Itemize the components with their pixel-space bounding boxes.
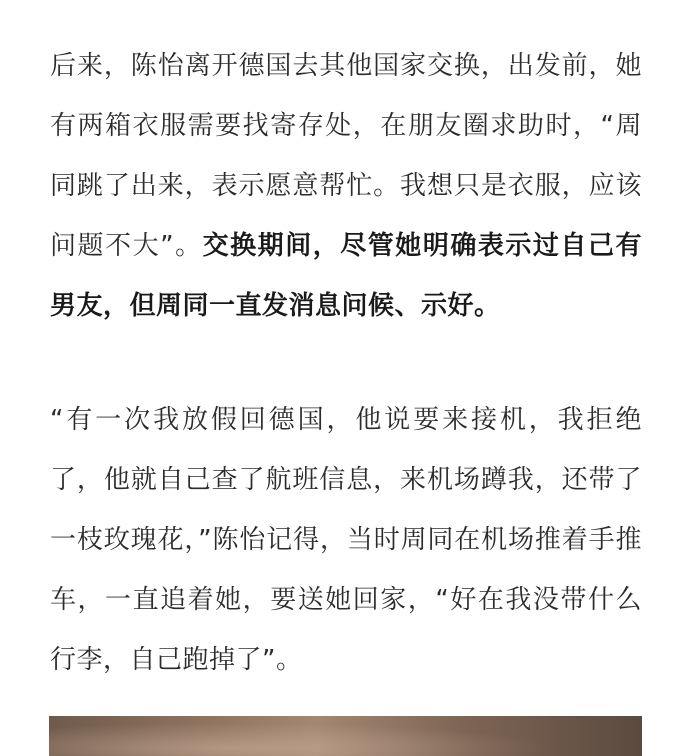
paragraph-2-text: “有一次我放假回德国，他说要来接机，我拒绝了，他就自己查了航班信息，来机场蹲我，还带了一枝玫瑰花，”陈怡记得，当时周同在机场推着手推车，一直追着她，要送她回家，“好在我没带什么行李，自己跑掉了”。 bbox=[50, 405, 642, 675]
paragraph-2 bbox=[50, 390, 642, 690]
paragraph-1-text: 后来，陈怡离开德国去其他国家交换，出发前，她有两箱衣服需要找寄存处，在朋友圈求助时，“周同跳了出来，表示愿意帮忙。我想只是衣服，应该问题不大”。 bbox=[50, 51, 642, 261]
paragraph-1 bbox=[50, 36, 642, 336]
paragraph-1-bold-text: 交换期间，尽管她明确表示过自己有男友，但周同一直发消息问候、示好。 bbox=[50, 231, 642, 321]
photo-shade bbox=[49, 716, 642, 756]
article-body bbox=[50, 36, 642, 690]
article-photo bbox=[49, 716, 642, 756]
